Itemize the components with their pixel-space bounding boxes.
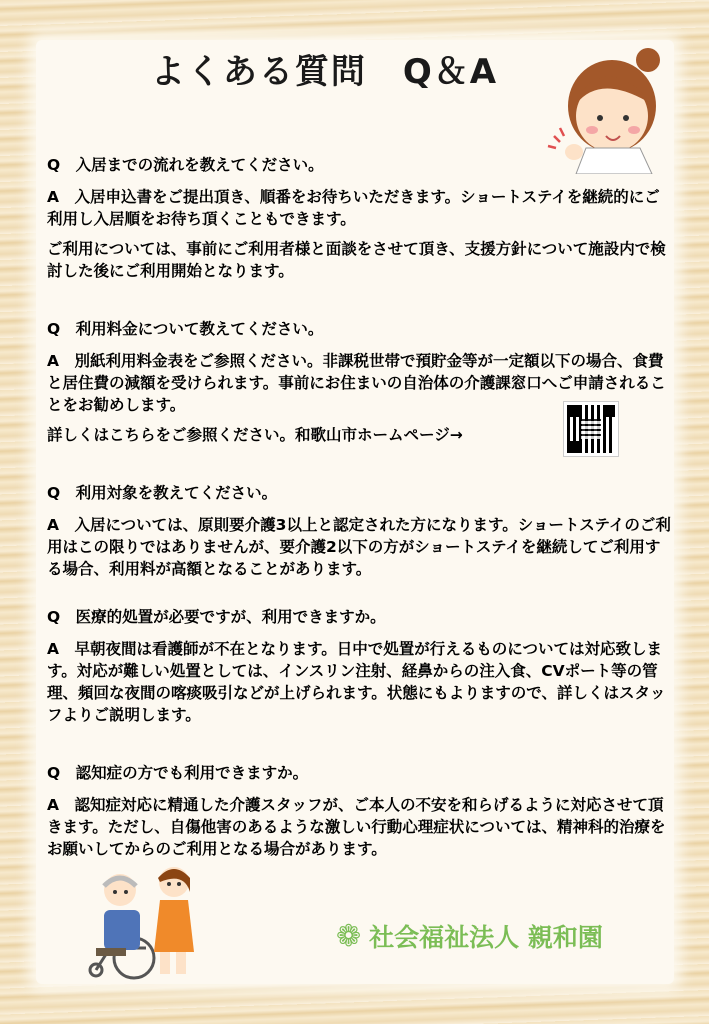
heart-leaf-icon: ❁ [336,918,362,954]
faq-answer: A 認知症対応に精通した介護スタッフが、ご本人の不安を和らげるように対応させて頂きます。ただし、自傷他害のあるような激しい行動心理症状については、精神科的治療をお願いしてからのご利用となる場合があります。 [47,796,666,858]
faq-answer: A 早朝夜間は看護師が不在となります。日中で処置が行えるものについては対応致します。対応が難しい処置としては、インスリン注射、経鼻からの注入食、CVポート等の管理、頻回な夜間の喀痰吸引などが上げられます。状態にもよりますので、詳しくはスタッフよりご説明します。 [47,640,666,724]
faq-question: Q 入居までの流れを教えてください。 [47,156,324,174]
faq-answer: A 別紙利用料金表をご参照ください。非課税世帯で預貯金等が一定額以下の場合、食費と居住費の減額を受けられます。事前にお住まいの自治体の介護課窓口へご申請されることをお勧めします。 [47,352,666,414]
faq-link-text: 詳しくはこちらをご参照ください。和歌山市ホームページ→ [47,426,463,444]
organization-name: 社会福祉法人 親和園 [369,923,603,952]
faq-answer: ご利用については、事前にご利用者様と面談をさせて頂き、支援方針について施設内で検討した後にご利用開始となります。 [47,240,666,280]
faq-answer: A 入居申込書をご提出頂き、順番をお待ちいただきます。ショートステイを継続的にご利用し入居順をお待ち頂くこともできます。 [47,188,660,228]
faq-question: Q 認知症の方でも利用できますか。 [47,764,309,782]
faq-question: Q 利用対象を教えてください。 [47,484,278,502]
wheelchair-care-illustration [76,852,206,982]
organization-logo [336,918,603,954]
faq-question: Q 利用料金について教えてください。 [47,320,324,338]
faq-question: Q 医療的処置が必要ですが、利用できますか。 [47,608,386,626]
qr-code-icon[interactable] [564,402,618,456]
faq-answer: A 入居については、原則要介護3以上と認定された方になります。ショートステイのご利用はこの限りではありませんが、要介護2以下の方がショートステイを継続してご利用する場合、利用料が高額となることがあります。 [47,516,671,578]
page-title: よくある質問 Q＆A [150,52,499,92]
